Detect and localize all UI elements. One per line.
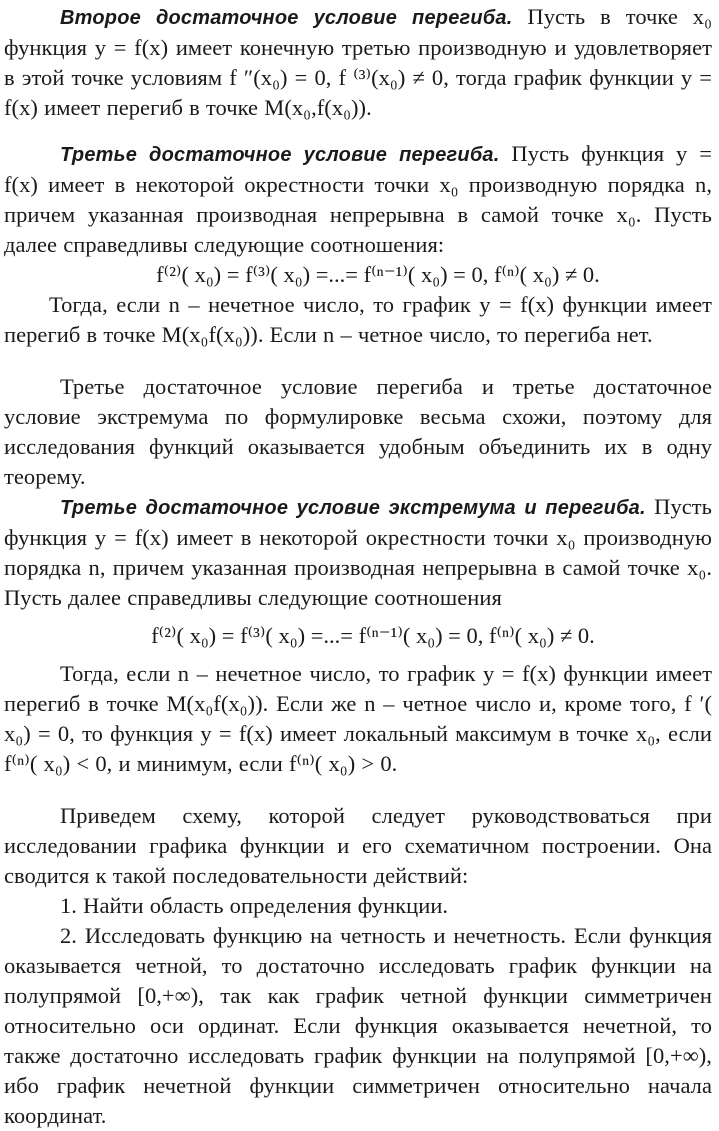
study-scheme-intro-paragraph: Приведем схему, которой следует руководствоваться при исследовании графика функции и его схематичном построении. Она сводится к такой последовательности действий:: [4, 803, 712, 888]
extremum-inflection-condition-heading: Третье достаточное условие экстремума и перегиба.: [60, 497, 646, 519]
second-inflection-condition-heading: Второе достаточное условие перегиба.: [60, 7, 513, 29]
extremum-derivatives-formula: f⁽²⁾( x₀) = f⁽³⁾( x₀) =...= f⁽ⁿ⁻¹⁾( x₀) = 0, f⁽ⁿ⁾( x₀) ≠ 0.: [151, 623, 595, 648]
combined-conditions-paragraph: Третье достаточное условие перегиба и третье достаточное условие экстремума по формулировке весьма схожи, поэтому для исследования функций оказывается удобным объединить их в одну теорему.: [4, 374, 712, 489]
study-step-1: 1. Найти область определения функции.: [60, 893, 449, 918]
second-inflection-condition-paragraph: [4, 2, 712, 123]
extremum-inflection-condition-paragraph: [4, 492, 712, 613]
second-inflection-condition-text: Пусть в точке x₀ функция y = f(x) имеет конечную третью производную и удовлетворяет в этой точке условиям f ″(x₀) = 0, f ⁽³⁾(x₀) ≠ 0, тогда график функции y = f(x) имеет перегиб в точке M(x₀,f(x₀)).: [4, 4, 713, 120]
third-inflection-condition-heading: Третье достаточное условие перегиба.: [60, 144, 500, 166]
inflection-derivatives-formula: f⁽²⁾( x₀) = f⁽³⁾( x₀) =...= f⁽ⁿ⁻¹⁾( x₀) = 0, f⁽ⁿ⁾( x₀) ≠ 0.: [156, 262, 600, 287]
extremum-inflection-condition-text: Пусть функция y = f(x) имеет в некоторой окрестности точки x₀ производную порядка n, причем указанная производная непрерывна в самой точке x₀. Пусть далее справедливы следующие соотношения: [4, 494, 712, 610]
extremum-conclusion-paragraph: Тогда, если n – нечетное число, то график y = f(x) функции имеет перегиб в точке M(x₀f(x₀)). Если же n – четное число и, кроме того, f ′( x₀) = 0, то функция y = f(x) имеет локальный максимум в точке x₀, если f⁽ⁿ⁾( x₀) < 0, и минимум, если f⁽ⁿ⁾( x₀) > 0.: [4, 661, 712, 776]
third-inflection-condition-text: Пусть функция y = f(x) имеет в некоторой окрестности точки x₀ производную порядка n, причем указанная производная непрерывна в самой точке x₀. Пусть далее справедливы следующие соотношения:: [4, 141, 712, 257]
document-page: [4, 2, 712, 1131]
inflection-conclusion-paragraph: Тогда, если n – нечетное число, то график y = f(x) функции имеет перегиб в точке M(x₀f(x₀)). Если n – четное число, то перегиба нет.: [4, 292, 712, 347]
third-inflection-condition-paragraph: [4, 139, 712, 260]
study-step-2: 2. Исследовать функцию на четность и нечетность. Если функция оказывается четной, то достаточно исследовать график функции на полупрямой [0,+∞), так как график четной функции симметричен относительно оси ординат. Если функция оказывается нечетной, то также достаточно исследовать график функции на полупрямой [0,+∞), ибо график нечетной функции симметричен относительно начала координат.: [4, 923, 712, 1128]
